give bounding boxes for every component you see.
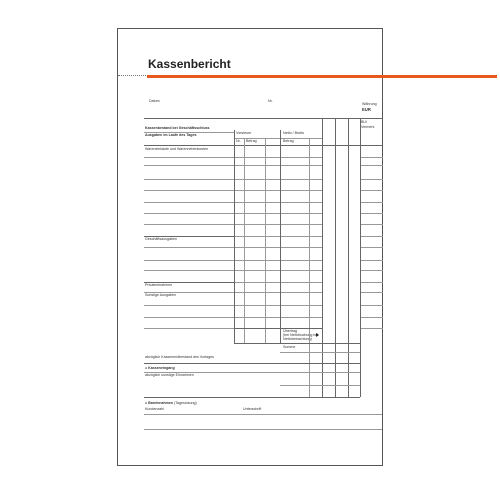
vermerk-row-line <box>361 165 383 166</box>
vermerk-row-line <box>361 236 383 237</box>
table-row-line <box>144 270 322 271</box>
rule-uebertrag-bottom <box>234 343 360 344</box>
table-row-line <box>144 247 322 248</box>
table-row-line <box>144 317 322 318</box>
geschaeftsausgaben-label: Geschäftsausgaben <box>145 237 177 241</box>
vermerk-row-line <box>361 270 383 271</box>
vorsteuer-label: Vorsteuer <box>236 131 252 135</box>
vermerk-row-line <box>361 190 383 191</box>
form-title: Kassenbericht <box>148 57 231 71</box>
summe-label: Summe <box>283 345 296 349</box>
rule-kundenzahl <box>144 414 382 415</box>
bareinnahmen-text: = Bareinnahmen <box>145 401 174 405</box>
vermerk-row-line <box>361 202 383 203</box>
abzueglich-einnahmen-label: abzüglich sonstige Einnahmen <box>145 373 194 377</box>
col-vorsteuer-mid <box>265 138 266 343</box>
rule-vortrag <box>144 363 360 364</box>
col-netto-left <box>280 130 281 343</box>
waehrung-label: Währung <box>362 102 377 106</box>
rule-einnahmen <box>144 397 360 398</box>
table-row-line <box>144 179 322 180</box>
title-accent-bar <box>147 75 497 78</box>
rule-kasseneingang <box>144 372 360 373</box>
rule-summe <box>280 352 360 353</box>
bu-label: BU/ <box>361 120 367 124</box>
uebertrag-label-1: Übertrag <box>283 329 297 333</box>
vermerk-row-line <box>361 282 383 283</box>
table-row-line <box>144 202 322 203</box>
vermerk-row-line <box>361 179 383 180</box>
uebertrag-label-3: Nettobetrachtung) <box>283 337 312 341</box>
unterschrift-label: Unterschrift <box>243 407 262 411</box>
waehrung-value: EUR <box>362 107 371 112</box>
vermerk-row-line <box>361 247 383 248</box>
col-netto-mid <box>309 138 310 397</box>
col-vermerk-left <box>360 118 361 397</box>
vermerk-row-line <box>361 157 383 158</box>
kasseneingang-label: = Kasseneingang <box>145 366 175 370</box>
vermerk-row-line <box>361 292 383 293</box>
vermerk-row-line <box>361 260 383 261</box>
table-row-line <box>144 213 322 214</box>
nr-label: Nr. <box>268 99 273 103</box>
tageslosung-text: (Tageslosung) <box>174 401 197 405</box>
col-vorsteuer-nr <box>244 138 245 343</box>
wareneinkauf-label: Wareneinkäufe und Warennebenkosten <box>145 147 209 151</box>
kundenzahl-label: Kundenzahl <box>145 407 164 411</box>
vermerk-row-line <box>361 317 383 318</box>
vermerk-row-line <box>361 305 383 306</box>
table-row-line <box>144 305 322 306</box>
netto-betrag-label: Betrag <box>283 139 294 143</box>
uebertrag-label-2: (bei Nettobuchung bei <box>283 333 319 337</box>
rule-uebertrag-top <box>234 328 322 329</box>
vermerk-row-line <box>361 328 383 329</box>
vermerk-label: Vermerk <box>361 125 375 129</box>
table-row-line <box>144 260 322 261</box>
vermerk-row-line <box>361 224 383 225</box>
abzueglich-vortrag-label: abzüglich Kassenendbestand des Vortages <box>145 355 214 359</box>
kassenbestand-label: Kassenbestand bei Geschäftsschluss <box>145 126 210 130</box>
arrow-icon <box>316 333 319 337</box>
col-amount-right <box>322 118 323 397</box>
bareinnahmen-label <box>145 402 197 406</box>
vorsteuer-nr-label: Nr. <box>236 139 241 143</box>
privatentnahmen-label: Privatentnahmen <box>145 283 173 287</box>
table-row-line <box>144 157 322 158</box>
ausgaben-label: Ausgaben im Laufe des Tages <box>145 133 197 137</box>
col-extra-2 <box>348 118 349 397</box>
datum-label: Datum <box>149 99 160 103</box>
table-row-line <box>144 190 322 191</box>
vermerk-row-line <box>361 213 383 214</box>
col-extra-1 <box>335 118 336 397</box>
table-row-line <box>144 224 322 225</box>
netto-brutto-label: Netto / Brutto <box>283 131 305 135</box>
vorsteuer-betrag-label: Betrag <box>246 139 257 143</box>
rule-bottom <box>144 429 382 430</box>
table-row-line <box>144 165 322 166</box>
table-row-line <box>144 292 322 293</box>
sonstige-ausgaben-label: Sonstige Ausgaben <box>145 293 176 297</box>
rule-privat <box>144 282 235 283</box>
rule-geschaeft <box>144 236 235 237</box>
rule-einnahmen-mid <box>280 385 360 386</box>
